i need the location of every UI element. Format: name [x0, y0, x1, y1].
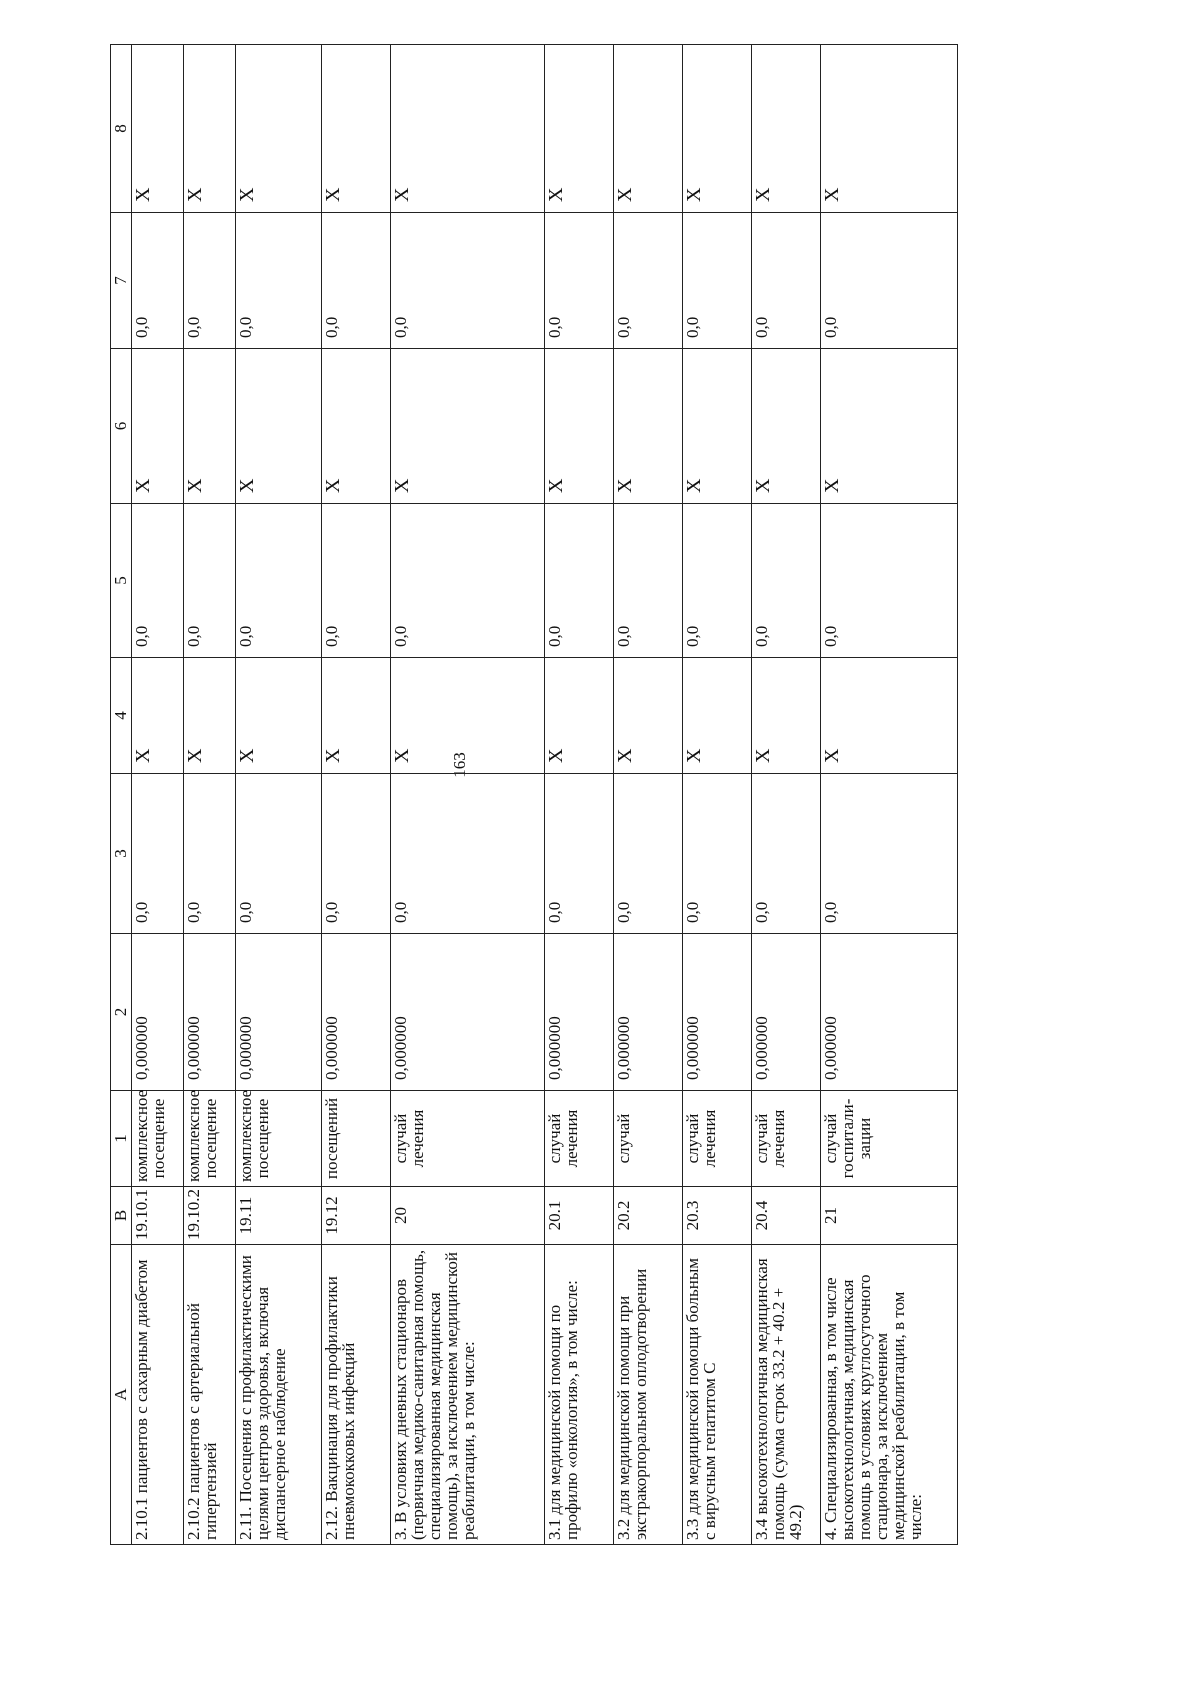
row-label: 2.10.1 пациентов с сахарным диабетом: [132, 1245, 184, 1545]
value-cell: X: [683, 349, 752, 504]
header-cell: 7: [111, 213, 132, 349]
row-label: 3.2 для медицинской помощи при экстракорпоральном оплодотворении: [614, 1245, 683, 1545]
value-cell: 0,0: [184, 774, 236, 934]
value-cell: 0,0: [391, 504, 545, 658]
value-cell: X: [545, 349, 614, 504]
value-cell: 0,0: [236, 774, 322, 934]
header-row: [111, 45, 132, 1545]
unit-cell: случай лечения: [752, 1091, 821, 1187]
row-code: 20.3: [683, 1187, 752, 1245]
unit-cell: случай: [614, 1091, 683, 1187]
unit-cell: комплексное посещение: [184, 1091, 236, 1187]
value-cell: X: [236, 349, 322, 504]
header-cell: 4: [111, 658, 132, 774]
unit-cell: комплексное посещение: [132, 1091, 184, 1187]
value-cell: 0,0: [184, 504, 236, 658]
value-cell: 0,0: [322, 774, 391, 934]
value-cell: 0,0: [821, 504, 958, 658]
value-cell: X: [821, 349, 958, 504]
value-cell: X: [391, 658, 545, 774]
row-label: 3. В условиях дневных стационаров (первичная медико-санитарная помощь, специализированная медицинская помощь), за исключением медицинской реабилитации, в том числе:: [391, 1245, 545, 1545]
value-cell: X: [614, 349, 683, 504]
value-cell: 0,000000: [132, 934, 184, 1091]
value-cell: 0,0: [752, 213, 821, 349]
value-cell: 0,0: [322, 213, 391, 349]
row-code: 20.4: [752, 1187, 821, 1245]
value-cell: X: [683, 658, 752, 774]
table-row: [391, 45, 545, 1545]
value-cell: X: [752, 349, 821, 504]
value-cell: X: [752, 658, 821, 774]
header-cell: 5: [111, 504, 132, 658]
unit-cell: комплексное посещение: [236, 1091, 322, 1187]
unit-cell: случай госпитали-зации: [821, 1091, 958, 1187]
table-row: [683, 45, 752, 1545]
unit-cell: посещений: [322, 1091, 391, 1187]
unit-cell: случай лечения: [391, 1091, 545, 1187]
value-cell: 0,0: [391, 213, 545, 349]
value-cell: 0,0: [132, 774, 184, 934]
header-cell: 1: [111, 1091, 132, 1187]
table-row: [322, 45, 391, 1545]
value-cell: 0,0: [683, 213, 752, 349]
value-cell: 0,0: [614, 774, 683, 934]
value-cell: X: [132, 349, 184, 504]
value-cell: 0,0: [821, 213, 958, 349]
unit-cell: случай лечения: [545, 1091, 614, 1187]
value-cell: 0,0: [752, 774, 821, 934]
row-label: 2.12. Вакцинация для профилактики пневмококковых инфекций: [322, 1245, 391, 1545]
row-label: 2.10.2 пациентов с артериальной гипертензией: [184, 1245, 236, 1545]
value-cell: 0,0: [132, 504, 184, 658]
value-cell: 0,0: [545, 504, 614, 658]
value-cell: 0,0: [752, 504, 821, 658]
value-cell: 0,0: [236, 504, 322, 658]
header-cell: 8: [111, 45, 132, 213]
value-cell: 0,0: [132, 213, 184, 349]
value-cell: 0,0: [683, 774, 752, 934]
value-cell: 0,000000: [614, 934, 683, 1091]
value-cell: X: [545, 45, 614, 213]
value-cell: 0,0: [184, 213, 236, 349]
row-label: 3.1 для медицинской помощи по профилю «онкология», в том числе:: [545, 1245, 614, 1545]
value-cell: X: [614, 658, 683, 774]
row-code: 20: [391, 1187, 545, 1245]
value-cell: X: [545, 658, 614, 774]
value-cell: 0,000000: [184, 934, 236, 1091]
value-cell: X: [391, 45, 545, 213]
table-row: [236, 45, 322, 1545]
header-cell: 6: [111, 349, 132, 504]
value-cell: X: [322, 349, 391, 504]
value-cell: 0,0: [614, 504, 683, 658]
header-cell: 3: [111, 774, 132, 934]
value-cell: X: [184, 45, 236, 213]
value-cell: X: [752, 45, 821, 213]
value-cell: X: [236, 45, 322, 213]
table-row: [545, 45, 614, 1545]
value-cell: 0,000000: [683, 934, 752, 1091]
value-cell: 0,000000: [236, 934, 322, 1091]
value-cell: 0,0: [236, 213, 322, 349]
header-cell: A: [111, 1245, 132, 1545]
rotated-table-container: [110, 45, 1045, 1545]
value-cell: 0,000000: [391, 934, 545, 1091]
row-code: 20.1: [545, 1187, 614, 1245]
value-cell: X: [132, 45, 184, 213]
value-cell: 0,0: [683, 504, 752, 658]
value-cell: 0,000000: [752, 934, 821, 1091]
row-code: 21: [821, 1187, 958, 1245]
value-cell: X: [322, 658, 391, 774]
row-label: 3.4 высокотехнологичная медицинская помощь (сумма строк 33.2 + 40.2 + 49.2): [752, 1245, 821, 1545]
value-cell: X: [821, 45, 958, 213]
value-cell: 0,0: [322, 504, 391, 658]
value-cell: X: [236, 658, 322, 774]
value-cell: 0,0: [391, 774, 545, 934]
row-code: 19.12: [322, 1187, 391, 1245]
value-cell: X: [184, 349, 236, 504]
row-code: 19.10.1: [132, 1187, 184, 1245]
table-row: [614, 45, 683, 1545]
value-cell: 0,0: [545, 213, 614, 349]
value-cell: 0,0: [821, 774, 958, 934]
page-number: 163: [450, 752, 469, 778]
row-label: 3.3 для медицинской помощи больным с вирусным гепатитом С: [683, 1245, 752, 1545]
header-cell: B: [111, 1187, 132, 1245]
data-table: [110, 44, 958, 1545]
table-row: [132, 45, 184, 1545]
value-cell: X: [391, 349, 545, 504]
value-cell: X: [132, 658, 184, 774]
value-cell: 0,000000: [322, 934, 391, 1091]
table-row: [821, 45, 958, 1545]
row-label: 4. Специализированная, в том числе высокотехнологичная, медицинская помощь в условиях круглосуточного стационара, за исключением медицинской реабилитации, в том числе:: [821, 1245, 958, 1545]
value-cell: X: [683, 45, 752, 213]
value-cell: X: [614, 45, 683, 213]
value-cell: X: [821, 658, 958, 774]
row-code: 19.10.2: [184, 1187, 236, 1245]
value-cell: 0,0: [545, 774, 614, 934]
value-cell: 0,000000: [545, 934, 614, 1091]
unit-cell: случай лечения: [683, 1091, 752, 1187]
value-cell: X: [184, 658, 236, 774]
value-cell: 0,000000: [821, 934, 958, 1091]
header-cell: 2: [111, 934, 132, 1091]
table-row: [752, 45, 821, 1545]
row-code: 20.2: [614, 1187, 683, 1245]
value-cell: X: [322, 45, 391, 213]
row-label: 2.11. Посещения с профилактическими целями центров здоровья, включая диспансерное наблюдение: [236, 1245, 322, 1545]
value-cell: 0,0: [614, 213, 683, 349]
row-code: 19.11: [236, 1187, 322, 1245]
table-row: [184, 45, 236, 1545]
